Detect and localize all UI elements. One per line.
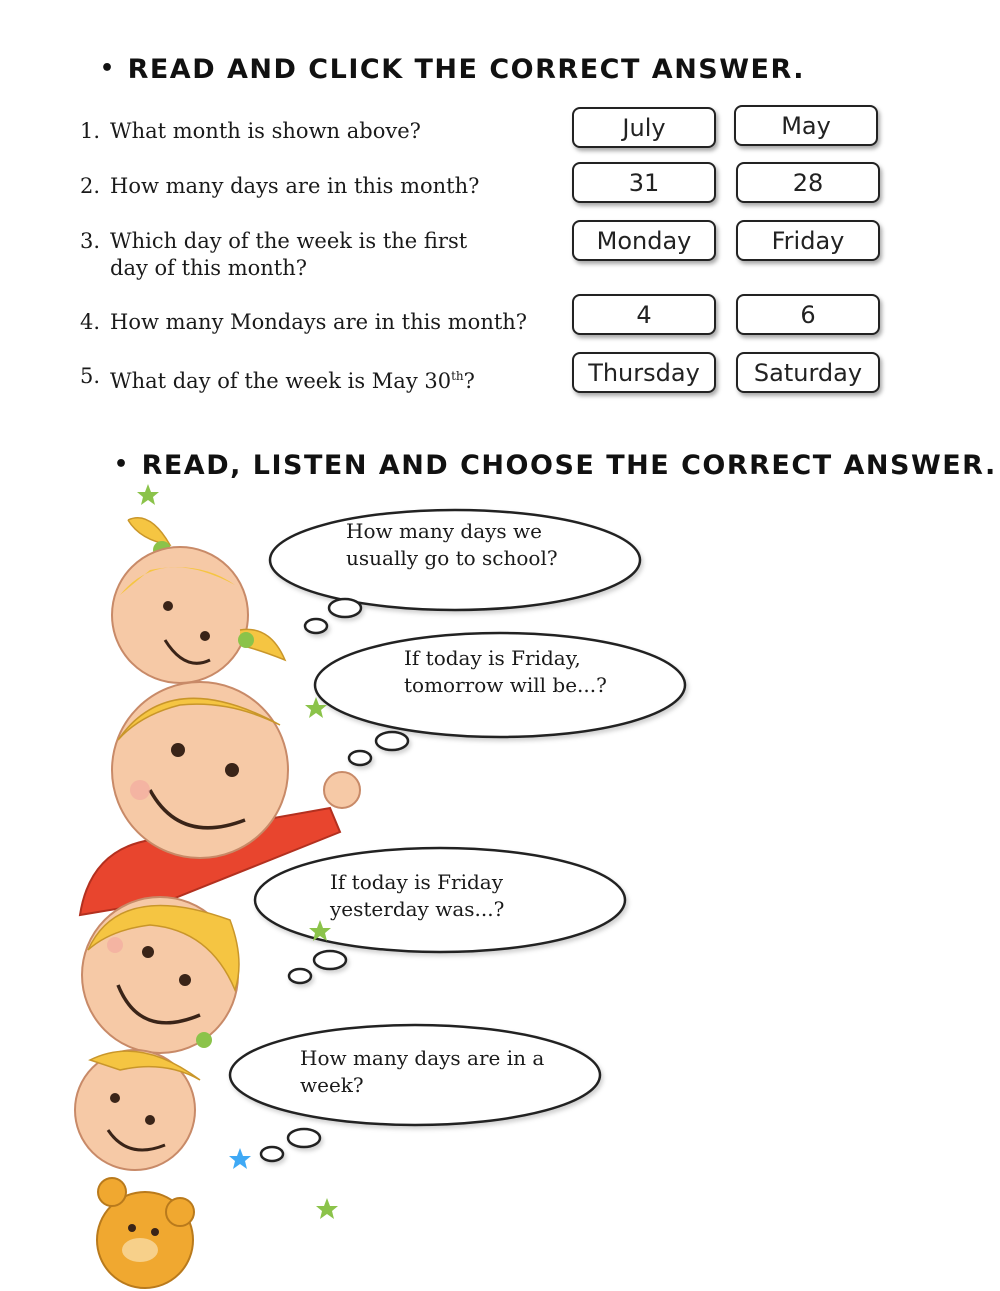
answer-option-28[interactable]: 28 — [736, 162, 880, 203]
bubble-text-2 — [404, 645, 607, 699]
question-text-line2: day of this month? — [110, 256, 308, 280]
question-mark: ? — [463, 369, 475, 393]
bullet: • — [100, 56, 116, 81]
bubble-line: If today is Friday, — [404, 646, 581, 670]
bubble-text-1 — [346, 518, 558, 572]
question-text: What month is shown above? — [110, 119, 421, 143]
bubble-line: yesterday was...? — [330, 897, 505, 921]
bubble-line: tomorrow will be...? — [404, 673, 607, 697]
child-4 — [75, 1050, 200, 1170]
section2-heading-text: READ, LISTEN AND CHOOSE THE CORRECT ANSWER. — [141, 450, 997, 481]
answer-option-friday[interactable]: Friday — [736, 220, 880, 261]
answer-option-4[interactable]: 4 — [572, 294, 716, 335]
question-number: 2. — [80, 174, 101, 198]
bubble-line: How many days are in a — [300, 1046, 545, 1070]
bullet: • — [114, 452, 130, 477]
answer-option-may[interactable]: May — [734, 105, 878, 146]
answer-option-monday[interactable]: Monday — [572, 220, 716, 261]
question-text: How many days are in this month? — [110, 174, 480, 198]
bubble-line: How many days we — [346, 519, 542, 543]
question-text: How many Mondays are in this month? — [110, 310, 528, 334]
bubble-text-3 — [330, 869, 504, 923]
ordinal-suffix: th — [451, 369, 464, 383]
bear-character — [97, 1178, 194, 1288]
star-icon — [229, 1148, 251, 1169]
answer-option-july[interactable]: July — [572, 107, 716, 148]
bubble-line: usually go to school? — [346, 546, 558, 570]
question-number: 3. — [80, 229, 101, 253]
bubble-line: week? — [300, 1073, 364, 1097]
answer-option-saturday[interactable]: Saturday — [736, 352, 880, 393]
question-number: 5. — [80, 364, 101, 388]
answer-option-thursday[interactable]: Thursday — [572, 352, 716, 393]
question-number: 4. — [80, 310, 101, 334]
answer-option-31[interactable]: 31 — [572, 162, 716, 203]
question-number: 1. — [80, 119, 101, 143]
child-1 — [112, 518, 285, 683]
star-icon — [316, 1198, 338, 1219]
question-text-line1: Which day of the week is the first — [110, 229, 468, 253]
child-3 — [82, 897, 239, 1053]
section1-heading-text: READ AND CLICK THE CORRECT ANSWER. — [127, 54, 806, 85]
bubble-text-4 — [300, 1045, 544, 1099]
answer-option-6[interactable]: 6 — [736, 294, 880, 335]
star-icon — [137, 484, 159, 505]
bubble-line: If today is Friday — [330, 870, 503, 894]
question-text-main: What day of the week is May 30 — [110, 369, 452, 393]
